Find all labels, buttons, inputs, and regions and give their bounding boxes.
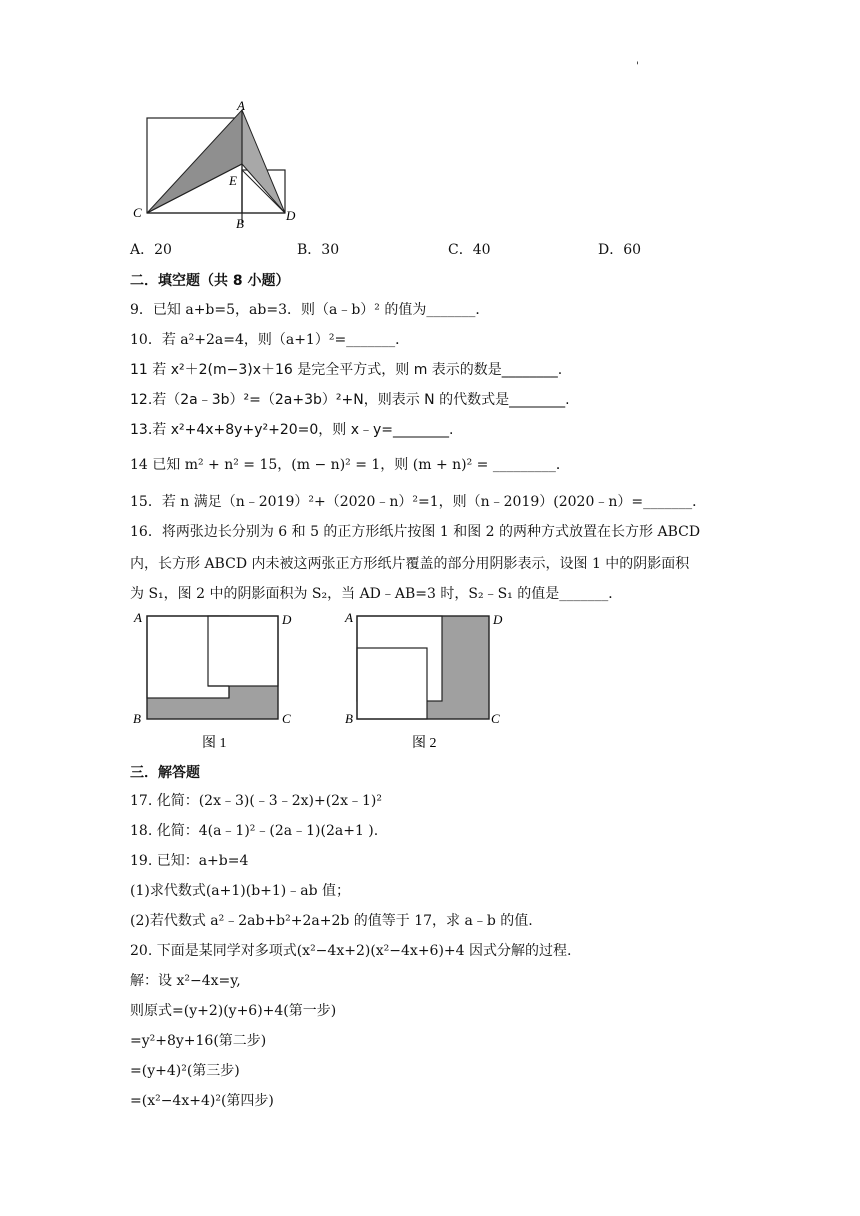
question-15: 15．若 n 满足（n﹣2019）²+（2020﹣n）²=1，则（n﹣2019）(2020﹣n）=_______． (130, 494, 707, 510)
q8-figure (125, 98, 300, 230)
figure-1 (130, 608, 300, 753)
fig2-label-a: A (345, 610, 353, 625)
fig1-label-b: B (133, 711, 141, 726)
solution-line-4: =(y+4)²(第三步) (130, 1063, 240, 1079)
fig2-caption: 图 2 (412, 736, 437, 751)
question-19-part-1: (1)求代数式(a+1)(b+1)﹣ab 值； (130, 883, 351, 899)
solution-line-5: =(x²−4x+4)²(第四步) (130, 1093, 274, 1109)
fig1-caption: 图 1 (202, 736, 227, 751)
label-d: D (286, 208, 296, 223)
fig2-label-c: C (491, 711, 500, 726)
label-e: E (229, 173, 237, 188)
figure-2 (342, 608, 512, 753)
section-2-title: 二．填空题（共 8 小题） (130, 273, 290, 289)
question-16-line-1: 16．将两张边长分别为 6 和 5 的正方形纸片按图 1 和图 2 的两种方式放置在长方形 ABCD (130, 524, 701, 540)
question-11: 11 若 x²＋2(m−3)x＋16 是完全平方式，则 m 表示的数是________. (130, 362, 563, 378)
question-13: 13.若 x²+4x+8y+y²+20=0，则 x﹣y=________. (130, 422, 454, 438)
option-b: B．30 (297, 242, 340, 258)
question-20: 20. 下面是某同学对多项式(x²−4x+2)(x²−4x+6)+4 因式分解的过程. (130, 943, 572, 959)
question-16-line-3: 为 S₁，图 2 中的阴影面积为 S₂，当 AD﹣AB=3 时，S₂﹣S₁ 的值是_______． (130, 586, 623, 602)
question-9: 9．已知 a+b=5，ab=3．则（a﹣b）² 的值为_______． (130, 302, 490, 318)
option-c: C．40 (448, 242, 491, 258)
fig1-label-c: C (282, 711, 291, 726)
question-12: 12.若（2a﹣3b）²=（2a+3b）²+N，则表示 N 的代数式是________. (130, 392, 570, 408)
fig2-label-d: D (493, 612, 503, 627)
fig1-label-d: D (282, 612, 292, 627)
solution-line-3: =y²+8y+16(第二步) (130, 1033, 267, 1049)
question-19-part-2: (2)若代数式 a²﹣2ab+b²+2a+2b 的值等于 17，求 a﹣b 的值. (130, 913, 533, 929)
question-18: 18. 化简：4(a﹣1)²﹣(2a﹣1)(2a+1 ). (130, 823, 379, 839)
fig2-square-6 (357, 648, 427, 719)
shaded-triangle-ace (147, 110, 242, 213)
label-b: B (236, 216, 244, 230)
solution-line-2: 则原式=(y+2)(y+6)+4(第一步) (130, 1003, 337, 1019)
section-3-title: 三．解答题 (130, 765, 200, 781)
label-c: C (133, 205, 142, 220)
question-19: 19. 已知：a+b=4 (130, 853, 249, 869)
shaded-triangle-aed (242, 110, 285, 213)
question-16-line-2: 内，长方形 ABCD 内未被这两张正方形纸片覆盖的部分用阴影表示，设图 1 中的阴影面积 (130, 556, 690, 572)
label-a: A (237, 98, 245, 113)
fig1-square-5 (208, 616, 278, 686)
question-14: 14 已知 m² + n² = 15，(m − n)² = 1，则 (m + n)² = _________． (130, 457, 570, 473)
page-mark: ' (636, 61, 639, 72)
fig1-label-a: A (134, 610, 142, 625)
option-d: D．60 (598, 242, 642, 258)
fig2-label-b: B (345, 711, 353, 726)
option-a: A．20 (130, 242, 172, 258)
question-17: 17. 化简：(2x﹣3)(﹣3﹣2x)+(2x﹣1)² (130, 793, 382, 809)
question-10: 10．若 a²+2a=4，则（a+1）²=_______． (130, 332, 410, 348)
solution-line-1: 解：设 x²−4x=y, (130, 973, 241, 989)
